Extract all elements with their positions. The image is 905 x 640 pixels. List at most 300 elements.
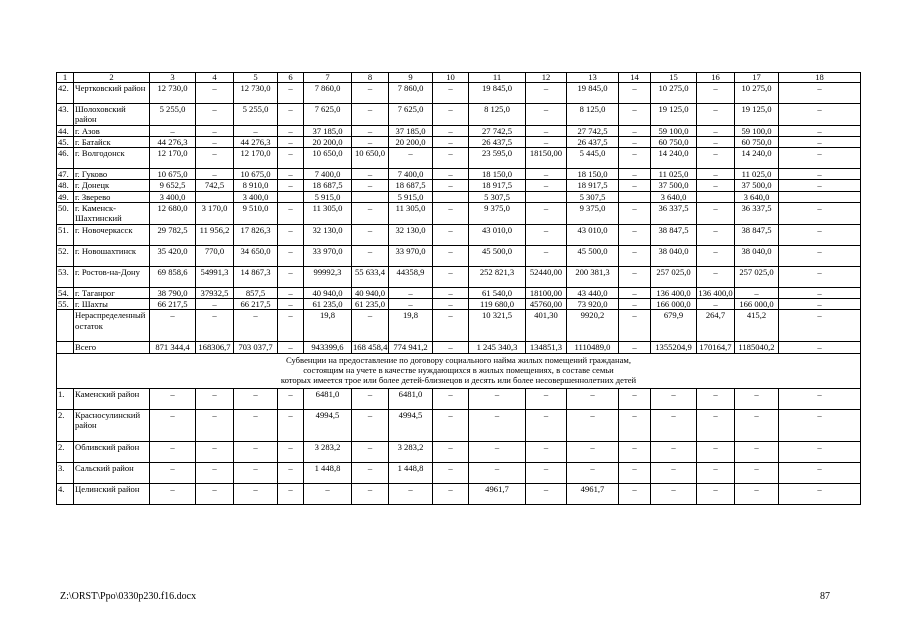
table-cell: 11 025,0 bbox=[651, 169, 697, 180]
table-cell: – bbox=[779, 125, 861, 136]
file-path: Z:\ORST\Ppo\0330p230.f16.docx bbox=[60, 591, 197, 602]
table-cell: 857,5 bbox=[234, 287, 278, 298]
table-cell: – bbox=[433, 245, 469, 266]
table-cell: – bbox=[433, 287, 469, 298]
table-cell: 3 640,0 bbox=[651, 191, 697, 202]
table-cell: – bbox=[278, 104, 304, 126]
page-number: 87 bbox=[820, 591, 830, 602]
row-number: 52. bbox=[57, 245, 74, 266]
table-cell: – bbox=[697, 483, 735, 504]
table-cell: – bbox=[779, 342, 861, 353]
column-number: 2 bbox=[74, 73, 150, 83]
row-number bbox=[57, 310, 74, 342]
table-cell: – bbox=[433, 148, 469, 169]
table-cell: – bbox=[196, 83, 234, 104]
table-cell: – bbox=[389, 287, 433, 298]
municipality-name: Красносулинский район bbox=[74, 409, 150, 441]
table-cell bbox=[526, 191, 567, 202]
table-cell: – bbox=[150, 409, 196, 441]
table-cell: 10 650,0 bbox=[352, 148, 389, 169]
table-cell: 59 100,0 bbox=[735, 125, 779, 136]
table-cell: – bbox=[196, 310, 234, 342]
table-cell: 9 375,0 bbox=[469, 203, 526, 225]
table-cell: – bbox=[619, 125, 651, 136]
table-cell: 5 915,0 bbox=[304, 191, 352, 202]
table-cell: – bbox=[526, 388, 567, 409]
table-cell: – bbox=[779, 224, 861, 245]
section-header-row bbox=[57, 353, 861, 388]
table-cell: – bbox=[526, 409, 567, 441]
row-number: 44. bbox=[57, 125, 74, 136]
table-cell: – bbox=[526, 169, 567, 180]
table-cell: – bbox=[526, 441, 567, 462]
municipality-name: г. Каменск-Шахтинский bbox=[74, 203, 150, 225]
table-cell: 200 381,3 bbox=[567, 266, 619, 287]
table-cell: – bbox=[779, 409, 861, 441]
table-cell: 12 730,0 bbox=[234, 83, 278, 104]
table-cell: 52440,00 bbox=[526, 266, 567, 287]
table-cell: 18 150,0 bbox=[567, 169, 619, 180]
table-cell: – bbox=[697, 462, 735, 483]
table-cell: 18 687,5 bbox=[304, 180, 352, 191]
table-cell: – bbox=[278, 266, 304, 287]
table-cell: 61 235,0 bbox=[352, 298, 389, 309]
table-cell: – bbox=[352, 462, 389, 483]
table-cell: – bbox=[234, 409, 278, 441]
table-cell: – bbox=[735, 441, 779, 462]
table-cell: – bbox=[779, 203, 861, 225]
table-cell: – bbox=[278, 245, 304, 266]
table-cell: – bbox=[697, 136, 735, 147]
table-cell: – bbox=[352, 483, 389, 504]
municipality-name: Сальский район bbox=[74, 462, 150, 483]
table-cell: – bbox=[619, 298, 651, 309]
table-cell: 7 400,0 bbox=[304, 169, 352, 180]
section-title bbox=[57, 353, 861, 388]
table-cell: – bbox=[196, 104, 234, 126]
table-cell: 11 025,0 bbox=[735, 169, 779, 180]
table-cell: 6481,0 bbox=[304, 388, 352, 409]
column-number: 16 bbox=[697, 73, 735, 83]
table-cell: 5 255,0 bbox=[234, 104, 278, 126]
table-cell: 136 400,0 bbox=[698, 287, 733, 298]
municipality-name: г. Батайск bbox=[74, 136, 150, 147]
table-cell: – bbox=[234, 441, 278, 462]
table-cell: 44358,9 bbox=[389, 266, 433, 287]
table-cell: 7 625,0 bbox=[389, 104, 433, 126]
table-row bbox=[57, 169, 861, 180]
table-cell: – bbox=[735, 409, 779, 441]
table-cell: – bbox=[619, 148, 651, 169]
table-cell: 26 437,5 bbox=[469, 136, 526, 147]
table-cell: – bbox=[150, 483, 196, 504]
table-row bbox=[57, 462, 861, 483]
table-cell: 38 040,0 bbox=[735, 245, 779, 266]
table-cell: 11 305,0 bbox=[389, 203, 433, 225]
table-cell: 943399,6 bbox=[304, 342, 352, 353]
table-cell: 3 283,2 bbox=[389, 441, 433, 462]
table-cell: – bbox=[433, 136, 469, 147]
table-cell: – bbox=[352, 83, 389, 104]
table-cell: 18 917,5 bbox=[469, 180, 526, 191]
table-cell: – bbox=[619, 388, 651, 409]
budget-table bbox=[56, 72, 861, 505]
table-cell: 4994,5 bbox=[389, 409, 433, 441]
municipality-name: Каменский район bbox=[74, 388, 150, 409]
table-cell: – bbox=[697, 148, 735, 169]
row-number: 1. bbox=[57, 388, 74, 409]
table-cell: 742,5 bbox=[196, 180, 234, 191]
table-cell: 119 680,0 bbox=[469, 298, 526, 309]
section-title-line: Субвенции на предоставление по договору социального найма жилых помещений гражданам, bbox=[285, 354, 631, 365]
table-cell: 3 170,0 bbox=[196, 203, 234, 225]
table-cell: – bbox=[433, 388, 469, 409]
table-cell: 166 000,0 bbox=[651, 298, 697, 309]
table-cell: 679,9 bbox=[651, 310, 697, 342]
table-cell: 7 625,0 bbox=[304, 104, 352, 126]
table-cell: – bbox=[619, 409, 651, 441]
table-cell: – bbox=[278, 180, 304, 191]
table-cell: – bbox=[278, 342, 304, 353]
table-cell: 9 510,0 bbox=[234, 203, 278, 225]
table-row bbox=[57, 180, 861, 191]
table-cell bbox=[196, 191, 234, 202]
row-number: 48. bbox=[57, 180, 74, 191]
table-cell: – bbox=[697, 388, 735, 409]
table-cell: – bbox=[234, 462, 278, 483]
table-cell: 703 037,7 bbox=[234, 342, 278, 353]
row-number: 49. bbox=[57, 191, 74, 202]
municipality-name: г. Волгодонск bbox=[74, 148, 150, 169]
table-cell: 170164,7 bbox=[697, 342, 735, 353]
table-cell: 10 275,0 bbox=[651, 83, 697, 104]
table-cell: – bbox=[469, 462, 526, 483]
table-cell: – bbox=[469, 409, 526, 441]
table-cell: 44 276,3 bbox=[150, 136, 196, 147]
table-cell: 136 400,0 bbox=[651, 287, 697, 298]
table-cell: – bbox=[697, 224, 735, 245]
table-cell: 44 276,3 bbox=[234, 136, 278, 147]
table-cell: – bbox=[567, 409, 619, 441]
section-title-line: состоящим на учете в качестве нуждающихся в жилых помещениях, в составе семьи bbox=[303, 364, 614, 375]
row-number: 47. bbox=[57, 169, 74, 180]
table-cell: 1 448,8 bbox=[389, 462, 433, 483]
row-number: 2. bbox=[57, 441, 74, 462]
column-number: 10 bbox=[433, 73, 469, 83]
table-cell: – bbox=[278, 125, 304, 136]
table-cell: 12 170,0 bbox=[150, 148, 196, 169]
column-number: 3 bbox=[150, 73, 196, 83]
column-number: 4 bbox=[196, 73, 234, 83]
table-cell: – bbox=[196, 462, 234, 483]
table-cell: – bbox=[619, 287, 651, 298]
table-cell: – bbox=[779, 136, 861, 147]
table-cell: – bbox=[526, 245, 567, 266]
table-cell: – bbox=[735, 462, 779, 483]
table-cell: 871 344,4 bbox=[150, 342, 196, 353]
table-cell: – bbox=[433, 441, 469, 462]
section-title-line: которых имеется трое или более детей-близнецов и десять или более несовершеннолетних детей bbox=[280, 375, 637, 386]
table-cell: – bbox=[697, 298, 735, 309]
table-cell: 8 125,0 bbox=[469, 104, 526, 126]
table-cell: – bbox=[619, 245, 651, 266]
table-cell bbox=[779, 191, 861, 202]
table-cell: – bbox=[389, 483, 433, 504]
table-cell: 61 540,0 bbox=[469, 287, 526, 298]
table-cell: – bbox=[619, 104, 651, 126]
table-cell: – bbox=[526, 83, 567, 104]
table-cell: – bbox=[526, 483, 567, 504]
table-cell: – bbox=[389, 148, 433, 169]
table-cell: – bbox=[433, 224, 469, 245]
column-number: 13 bbox=[567, 73, 619, 83]
row-number: 43. bbox=[57, 104, 74, 126]
table-cell: – bbox=[433, 483, 469, 504]
column-number: 11 bbox=[469, 73, 526, 83]
row-number: 42. bbox=[57, 83, 74, 104]
table-cell: – bbox=[196, 388, 234, 409]
table-cell: 61 235,0 bbox=[304, 298, 352, 309]
table-cell: 168306,7 bbox=[196, 342, 234, 353]
table-cell: – bbox=[697, 203, 735, 225]
table-cell: 45 500,0 bbox=[469, 245, 526, 266]
table-cell: 10 275,0 bbox=[735, 83, 779, 104]
table-cell: – bbox=[278, 169, 304, 180]
table-cell: – bbox=[619, 83, 651, 104]
table-cell: 12 170,0 bbox=[234, 148, 278, 169]
table-cell: 54991,3 bbox=[196, 266, 234, 287]
table-cell: – bbox=[526, 180, 567, 191]
table-cell: 3 283,2 bbox=[304, 441, 352, 462]
table-cell: – bbox=[352, 169, 389, 180]
table-cell: – bbox=[697, 441, 735, 462]
table-cell: 1 448,8 bbox=[304, 462, 352, 483]
table-cell: 415,2 bbox=[735, 310, 779, 342]
table-cell: – bbox=[304, 483, 352, 504]
table-cell: – bbox=[352, 104, 389, 126]
table-row bbox=[57, 298, 861, 309]
table-row bbox=[57, 441, 861, 462]
table-cell: 6481,0 bbox=[389, 388, 433, 409]
row-number: 46. bbox=[57, 148, 74, 169]
table-cell: – bbox=[779, 180, 861, 191]
table-cell: 66 217,5 bbox=[150, 298, 196, 309]
table-cell: – bbox=[651, 483, 697, 504]
table-cell: – bbox=[433, 462, 469, 483]
table-cell: 9 375,0 bbox=[567, 203, 619, 225]
table-cell: – bbox=[433, 409, 469, 441]
table-cell: 4994,5 bbox=[304, 409, 352, 441]
table-cell: 9 652,5 bbox=[150, 180, 196, 191]
table-cell: – bbox=[619, 169, 651, 180]
table-cell: – bbox=[735, 388, 779, 409]
table-cell: – bbox=[619, 310, 651, 342]
table-cell: 37 185,0 bbox=[389, 125, 433, 136]
municipality-name: г. Ростов-на-Дону bbox=[74, 266, 150, 287]
table-cell: – bbox=[352, 441, 389, 462]
table-cell: – bbox=[278, 388, 304, 409]
table-cell: – bbox=[352, 180, 389, 191]
table-cell: 264,7 bbox=[697, 310, 735, 342]
table-cell: – bbox=[433, 298, 469, 309]
table-cell: 27 742,5 bbox=[567, 125, 619, 136]
table-cell: – bbox=[433, 125, 469, 136]
table-cell: 12 680,0 bbox=[150, 203, 196, 225]
table-cell: – bbox=[779, 388, 861, 409]
table-cell: – bbox=[697, 104, 735, 126]
table-row bbox=[57, 136, 861, 147]
table-cell: – bbox=[651, 388, 697, 409]
table-cell: – bbox=[697, 409, 735, 441]
table-cell: – bbox=[779, 483, 861, 504]
table-row bbox=[57, 104, 861, 126]
table-cell: 5 445,0 bbox=[567, 148, 619, 169]
municipality-name: г. Донецк bbox=[74, 180, 150, 191]
table-cell: – bbox=[619, 483, 651, 504]
table-cell: 14 240,0 bbox=[735, 148, 779, 169]
table-cell: 3 640,0 bbox=[735, 191, 779, 202]
table-cell: – bbox=[735, 483, 779, 504]
table-cell: – bbox=[619, 462, 651, 483]
table-cell: 26 437,5 bbox=[567, 136, 619, 147]
table-cell: 168 458,4 bbox=[353, 342, 388, 353]
table-row bbox=[57, 409, 861, 441]
table-cell: 36 337,5 bbox=[651, 203, 697, 225]
row-number: 50. bbox=[57, 203, 74, 225]
table-cell: 18 687,5 bbox=[389, 180, 433, 191]
table-cell: 38 790,0 bbox=[150, 287, 196, 298]
table-cell: – bbox=[779, 462, 861, 483]
row-number: 55. bbox=[57, 298, 74, 309]
municipality-name: г. Азов bbox=[74, 125, 150, 136]
table-cell: – bbox=[619, 203, 651, 225]
column-number: 14 bbox=[619, 73, 651, 83]
table-cell: 1110489,0 bbox=[567, 342, 619, 353]
row-number: 45. bbox=[57, 136, 74, 147]
municipality-name: г. Таганрог bbox=[74, 287, 150, 298]
table-row bbox=[57, 224, 861, 245]
table-cell bbox=[278, 191, 304, 202]
table-cell: 19 845,0 bbox=[567, 83, 619, 104]
table-cell: 10 675,0 bbox=[150, 169, 196, 180]
table-cell: – bbox=[234, 310, 278, 342]
table-cell: – bbox=[433, 180, 469, 191]
column-number-row bbox=[57, 73, 861, 83]
row-number: 51. bbox=[57, 224, 74, 245]
table-cell: – bbox=[567, 441, 619, 462]
table-cell: 66 217,5 bbox=[234, 298, 278, 309]
table-cell: – bbox=[779, 310, 861, 342]
table-cell: 3 400,0 bbox=[150, 191, 196, 202]
table-cell: – bbox=[278, 287, 304, 298]
table-cell: 59 100,0 bbox=[651, 125, 697, 136]
row-number: 4. bbox=[57, 483, 74, 504]
table-cell: – bbox=[619, 180, 651, 191]
table-cell: 401,30 bbox=[526, 310, 567, 342]
table-cell bbox=[433, 191, 469, 202]
table-cell: – bbox=[619, 136, 651, 147]
table-cell: – bbox=[278, 136, 304, 147]
table-cell: – bbox=[433, 310, 469, 342]
table-cell: 257 025,0 bbox=[735, 266, 779, 287]
table-cell: – bbox=[697, 125, 735, 136]
table-cell: 60 750,0 bbox=[735, 136, 779, 147]
table-cell: 11 956,2 bbox=[196, 224, 234, 245]
table-cell: – bbox=[697, 245, 735, 266]
municipality-name: г. Гуково bbox=[74, 169, 150, 180]
table-cell: – bbox=[469, 388, 526, 409]
table-cell: 29 782,5 bbox=[150, 224, 196, 245]
table-cell: 69 858,6 bbox=[150, 266, 196, 287]
table-cell: – bbox=[278, 462, 304, 483]
table-cell: – bbox=[526, 224, 567, 245]
table-row bbox=[57, 266, 861, 287]
table-cell: 73 920,0 bbox=[567, 298, 619, 309]
table-cell: 5 255,0 bbox=[150, 104, 196, 126]
table-cell: 11 305,0 bbox=[304, 203, 352, 225]
column-number: 7 bbox=[304, 73, 352, 83]
table-cell: – bbox=[619, 441, 651, 462]
table-cell: 37 500,0 bbox=[735, 180, 779, 191]
row-number: 3. bbox=[57, 462, 74, 483]
table-cell: 10 650,0 bbox=[304, 148, 352, 169]
table-row bbox=[57, 342, 861, 353]
table-cell: – bbox=[651, 462, 697, 483]
row-number bbox=[57, 342, 74, 353]
table-cell: – bbox=[619, 266, 651, 287]
table-cell: – bbox=[433, 203, 469, 225]
table-cell: 18 917,5 bbox=[567, 180, 619, 191]
table-cell: 3 400,0 bbox=[234, 191, 278, 202]
table-cell: 34 650,0 bbox=[234, 245, 278, 266]
table-cell: 1185040,2 bbox=[735, 342, 779, 353]
table-cell: – bbox=[234, 388, 278, 409]
table-row bbox=[57, 245, 861, 266]
table-cell: – bbox=[278, 148, 304, 169]
table-cell bbox=[352, 191, 389, 202]
table-cell: – bbox=[196, 298, 234, 309]
municipality-name: г. Шахты bbox=[74, 298, 150, 309]
table-cell: 37 500,0 bbox=[651, 180, 697, 191]
table-cell: – bbox=[433, 342, 469, 353]
table-cell: – bbox=[433, 104, 469, 126]
table-cell: 166 000,0 bbox=[735, 298, 779, 309]
table-row bbox=[57, 148, 861, 169]
table-cell: – bbox=[352, 409, 389, 441]
table-cell: – bbox=[433, 169, 469, 180]
table-cell: – bbox=[196, 409, 234, 441]
table-row bbox=[57, 310, 861, 342]
table-cell: 14 867,3 bbox=[234, 266, 278, 287]
table-cell: – bbox=[196, 483, 234, 504]
column-number: 17 bbox=[735, 73, 779, 83]
table-cell: 252 821,3 bbox=[469, 266, 526, 287]
table-cell: – bbox=[697, 180, 735, 191]
table-cell: 18150,00 bbox=[526, 148, 567, 169]
table-cell: – bbox=[433, 266, 469, 287]
table-cell: 257 025,0 bbox=[651, 266, 697, 287]
table-cell: 10 675,0 bbox=[234, 169, 278, 180]
table-cell: 19,8 bbox=[389, 310, 433, 342]
table-cell: – bbox=[651, 441, 697, 462]
table-cell: – bbox=[352, 245, 389, 266]
table-cell: 45760,00 bbox=[526, 298, 567, 309]
table-cell: 40 940,0 bbox=[352, 287, 389, 298]
table-cell: – bbox=[278, 409, 304, 441]
table-cell: – bbox=[150, 441, 196, 462]
table-cell: 23 595,0 bbox=[469, 148, 526, 169]
table-cell: – bbox=[779, 287, 861, 298]
